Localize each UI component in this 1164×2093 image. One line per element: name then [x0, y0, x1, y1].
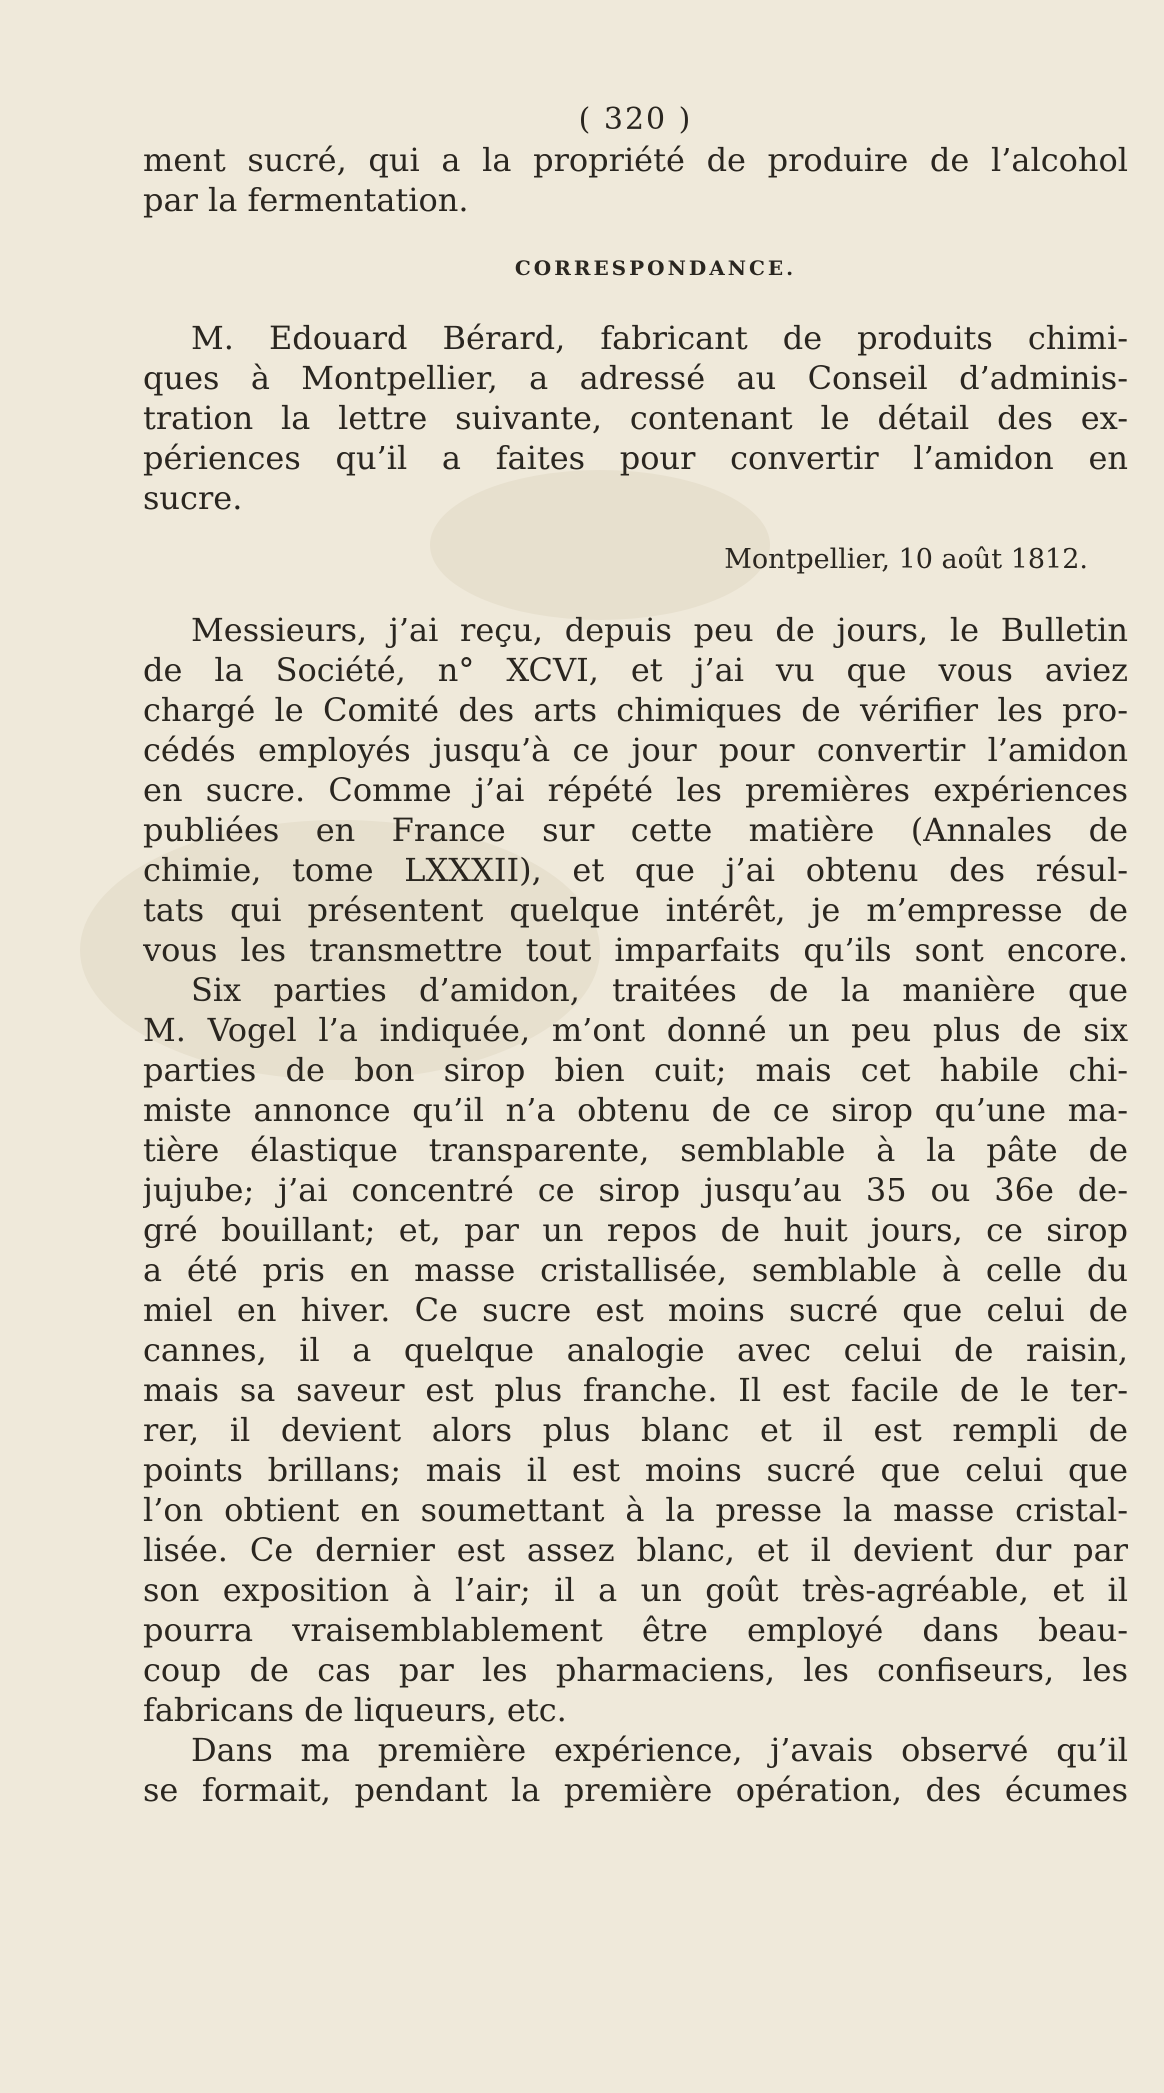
text-line: ques à Montpellier, a adressé au Conseil d’adminis- — [143, 359, 1128, 397]
text-line: chimie, tome LXXXII), et que j’ai obtenu des résul- — [143, 851, 1128, 889]
text-line: l’on obtient en soumettant à la presse la masse cristal- — [143, 1491, 1128, 1529]
text-line: Dans ma première expérience, j’avais observé qu’il — [191, 1731, 1128, 1769]
text-line: vous les transmettre tout imparfaits qu’ils sont encore. — [143, 931, 1128, 969]
text-line: ment sucré, qui a la propriété de produire de l’alcohol — [143, 141, 1128, 179]
text-line: publiées en France sur cette matière (Annales de — [143, 811, 1128, 849]
text-line: de la Société, n° XCVI, et j’ai vu que vous aviez — [143, 651, 1128, 689]
text-line: gré bouillant; et, par un repos de huit jours, ce sirop — [143, 1211, 1128, 1249]
letter-dateline: Montpellier, 10 août 1812. — [724, 544, 1088, 575]
text-line: coup de cas par les pharmaciens, les confiseurs, les — [143, 1651, 1128, 1689]
text-line: chargé le Comité des arts chimiques de vérifier les pro- — [143, 691, 1128, 729]
text-line: points brillans; mais il est moins sucré que celui que — [143, 1451, 1128, 1489]
continuation-paragraph — [143, 140, 1128, 220]
text-line: se formait, pendant la première opération, des écumes — [143, 1771, 1128, 1809]
letter-paragraph-2 — [143, 970, 1128, 1730]
section-title: CORRESPONDANCE. — [514, 256, 797, 280]
text-line: jujube; j’ai concentré ce sirop jusqu’au 35 ou 36e de- — [143, 1171, 1128, 1209]
text-line: M. Edouard Bérard, fabricant de produits chimi- — [191, 319, 1128, 357]
text-line: tière élastique transparente, semblable à la pâte de — [143, 1131, 1128, 1169]
text-line: M. Vogel l’a indiquée, m’ont donné un peu plus de six — [143, 1011, 1128, 1049]
text-line: par la fermentation. — [143, 181, 469, 219]
text-line: cédés employés jusqu’à ce jour pour convertir l’amidon — [143, 731, 1128, 769]
text-line: lisée. Ce dernier est assez blanc, et il devient dur par — [143, 1531, 1128, 1569]
text-line: tration la lettre suivante, contenant le détail des ex- — [143, 399, 1128, 437]
text-line: fabricans de liqueurs, etc. — [143, 1691, 567, 1729]
text-line: pourra vraisemblablement être employé dans beau- — [143, 1611, 1128, 1649]
text-line: sucre. — [143, 479, 243, 517]
text-line: tats qui présentent quelque intérêt, je m’empresse de — [143, 891, 1128, 929]
text-column — [143, 100, 1128, 1810]
page-number: ( 320 ) — [578, 102, 693, 137]
text-line: en sucre. Comme j’ai répété les premières expériences — [143, 771, 1128, 809]
intro-paragraph — [143, 318, 1128, 518]
text-line: parties de bon sirop bien cuit; mais cet habile chi- — [143, 1051, 1128, 1089]
text-line: miel en hiver. Ce sucre est moins sucré que celui de — [143, 1291, 1128, 1329]
text-line: cannes, il a quelque analogie avec celui de raisin, — [143, 1331, 1128, 1369]
text-line: son exposition à l’air; il a un goût très-agréable, et il — [143, 1571, 1128, 1609]
letter-paragraph-3 — [143, 1730, 1128, 1810]
text-line: rer, il devient alors plus blanc et il est rempli de — [143, 1411, 1128, 1449]
text-line: a été pris en masse cristallisée, semblable à celle du — [143, 1251, 1128, 1289]
text-line: miste annonce qu’il n’a obtenu de ce sirop qu’une ma- — [143, 1091, 1128, 1129]
text-line: périences qu’il a faites pour convertir l’amidon en — [143, 439, 1128, 477]
text-line: Messieurs, j’ai reçu, depuis peu de jours, le Bulletin — [191, 611, 1128, 649]
letter-paragraph-1 — [143, 610, 1128, 970]
text-line: Six parties d’amidon, traitées de la manière que — [191, 971, 1128, 1009]
text-line: mais sa saveur est plus franche. Il est facile de le ter- — [143, 1371, 1128, 1409]
